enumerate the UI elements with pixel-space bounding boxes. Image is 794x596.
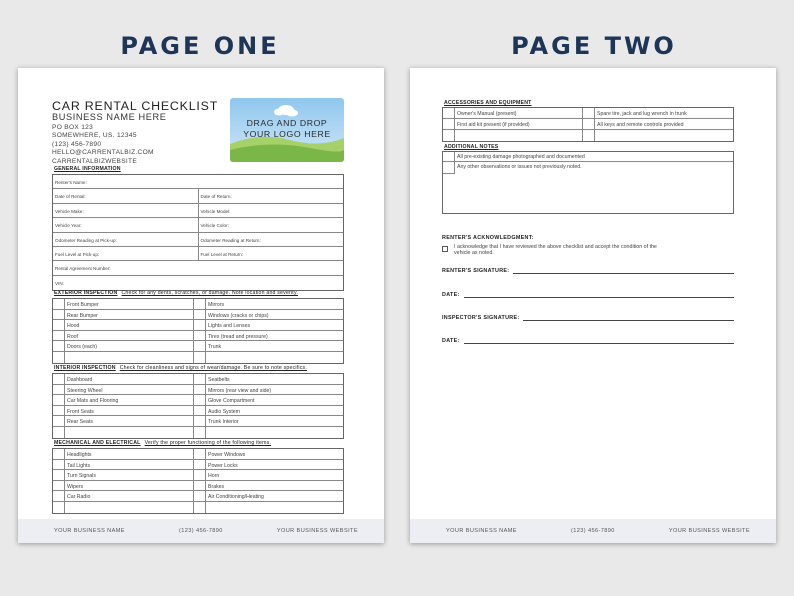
mechanical-electrical-label	[54, 440, 271, 446]
checklist-checkbox[interactable]	[443, 119, 455, 129]
checklist-checkbox[interactable]	[53, 374, 65, 384]
logo-placeholder[interactable]	[230, 98, 344, 162]
checklist-checkbox[interactable]	[194, 352, 206, 363]
contact-city: SOMEWHERE, US. 12345	[52, 132, 137, 140]
checklist-row	[53, 416, 343, 427]
inspector-signature-field[interactable]	[442, 315, 734, 321]
general-info-row	[53, 276, 343, 290]
checklist-item: Power Windows	[208, 452, 246, 458]
renter-signature-label: RENTER'S SIGNATURE:	[442, 268, 510, 274]
general-info-field[interactable]: Vehicle Color:	[198, 218, 344, 231]
checklist-checkbox[interactable]	[194, 395, 206, 405]
page-two-heading: PAGE TWO	[511, 32, 677, 60]
inspector-date-line[interactable]	[464, 338, 734, 344]
checklist-item	[206, 352, 343, 363]
general-info-row	[53, 247, 343, 261]
checklist-item: Glove Compartment	[208, 398, 255, 405]
accessories-table	[442, 107, 734, 142]
renter-date-field[interactable]	[442, 292, 734, 298]
checklist-item: Spare tire, jack and lug wrench in trunk	[597, 111, 687, 117]
general-info-field[interactable]: Rental Agreement Number:	[55, 266, 111, 272]
checklist-row	[443, 108, 733, 119]
checklist-item: Lights and Lenses	[208, 323, 251, 330]
page-one-footer	[18, 519, 384, 543]
renter-date-label: DATE:	[442, 292, 460, 298]
checklist-checkbox[interactable]	[194, 481, 206, 491]
checklist-checkbox[interactable]	[194, 320, 206, 330]
checklist-row	[53, 331, 343, 342]
checklist-item: Trunk	[208, 344, 222, 351]
notes-checkbox[interactable]	[443, 162, 455, 174]
contact-website: CARRENTALBIZWEBSITE	[52, 157, 138, 165]
checklist-item: Doors (each)	[65, 341, 194, 351]
checklist-item: Windows (cracks or chips)	[208, 312, 269, 319]
checklist-row	[53, 341, 343, 352]
checklist-item	[206, 427, 343, 438]
checklist-checkbox[interactable]	[194, 385, 206, 395]
general-info-row	[53, 175, 343, 189]
checklist-item	[595, 130, 733, 141]
acknowledgment-label: RENTER'S ACKNOWLEDGMENT:	[442, 235, 534, 241]
footer-business-name: YOUR BUSINESS NAME	[54, 528, 125, 534]
general-info-row	[53, 261, 343, 275]
mechanical-electrical-table	[52, 448, 344, 514]
general-info-field[interactable]: Vehicle Model:	[198, 204, 344, 217]
checklist-item: Front Seats	[65, 406, 194, 416]
checklist-row	[443, 130, 733, 141]
checklist-row	[53, 299, 343, 310]
checklist-checkbox[interactable]	[194, 491, 206, 501]
checklist-checkbox[interactable]	[53, 449, 65, 459]
checklist-checkbox[interactable]	[53, 406, 65, 416]
footer-website: YOUR BUSINESS WEBSITE	[276, 528, 358, 534]
exterior-inspection-label	[54, 290, 298, 296]
interior-inspection-table	[52, 373, 344, 439]
checklist-row	[53, 470, 343, 481]
general-info-field[interactable]: Vehicle Make:	[55, 208, 84, 214]
inspector-date-field[interactable]	[442, 338, 734, 344]
checklist-checkbox[interactable]	[194, 341, 206, 351]
page-two-footer	[410, 519, 776, 543]
interior-inspection-note: Check for cleanliness and signs of wear/damage. Be sure to note specifics.	[119, 365, 307, 371]
checklist-item: Audio System	[208, 408, 241, 415]
checklist-checkbox[interactable]	[443, 130, 455, 141]
checklist-row	[53, 449, 343, 460]
footer-phone: (123) 456-7890	[178, 528, 223, 534]
checklist-item: All keys and remote controls provided	[597, 122, 684, 128]
checklist-checkbox[interactable]	[53, 352, 65, 363]
document-title: CAR RENTAL CHECKLIST	[52, 99, 219, 113]
mechanical-electrical-title: MECHANICAL AND ELECTRICAL	[54, 440, 141, 446]
accessories-label: ACCESSORIES AND EQUIPMENT	[444, 100, 532, 106]
general-info-field[interactable]: Date of Rental:	[55, 194, 86, 200]
inspector-date-label: DATE:	[442, 338, 460, 344]
checklist-row	[53, 374, 343, 385]
interior-inspection-label	[54, 365, 307, 371]
notes-checkbox[interactable]	[443, 152, 455, 161]
checklist-item	[455, 130, 583, 141]
checklist-row	[53, 310, 343, 321]
additional-notes-table	[442, 151, 734, 214]
checklist-item: Power Locks	[208, 462, 238, 469]
checklist-checkbox[interactable]	[194, 406, 206, 416]
notes-row	[443, 152, 733, 162]
checklist-checkbox[interactable]	[53, 502, 65, 513]
checklist-item: Tail Lights	[65, 460, 194, 470]
general-info-row	[53, 189, 343, 203]
contact-block	[52, 124, 154, 166]
general-info-field[interactable]: Renter's Name:	[55, 180, 87, 185]
contact-email: HELLO@CARRENTALBIZ.COM	[52, 149, 154, 157]
general-info-field[interactable]: Date of Return:	[198, 189, 344, 202]
checklist-item: Hood	[65, 320, 194, 330]
checklist-item: Car Radio	[65, 491, 194, 501]
checklist-item: Turn Signals	[65, 470, 194, 480]
checklist-item: Tires (tread and pressure)	[208, 333, 268, 340]
checklist-checkbox[interactable]	[53, 385, 65, 395]
general-info-field[interactable]: Vehicle Year:	[55, 223, 82, 229]
inspector-signature-line[interactable]	[523, 315, 734, 321]
logo-text-line-2: YOUR LOGO HERE	[243, 129, 331, 139]
logo-text-line-1: DRAG AND DROP	[246, 118, 328, 128]
business-name: BUSINESS NAME HERE	[52, 112, 167, 122]
general-info-field[interactable]: Odometer Reading at Pick-up:	[55, 237, 117, 243]
checklist-item: Mirrors (rear view and side)	[208, 387, 272, 394]
interior-inspection-title: INTERIOR INSPECTION	[54, 365, 116, 371]
renter-signature-line[interactable]	[513, 268, 734, 274]
checklist-checkbox[interactable]	[194, 310, 206, 320]
checklist-checkbox[interactable]	[53, 341, 65, 351]
contact-phone: (123) 456-7890	[52, 140, 102, 148]
checklist-item: Steering Wheel	[65, 385, 194, 395]
page-one-heading: PAGE ONE	[120, 32, 280, 60]
inspector-signature-label: INSPECTOR'S SIGNATURE:	[442, 315, 520, 321]
checklist-row	[53, 491, 343, 502]
exterior-inspection-title: EXTERIOR INSPECTION	[54, 290, 118, 296]
checklist-item	[65, 352, 194, 363]
checklist-row	[53, 395, 343, 406]
checklist-checkbox[interactable]	[53, 395, 65, 405]
general-info-table	[52, 174, 344, 291]
general-info-row	[53, 218, 343, 232]
checklist-row	[53, 320, 343, 331]
checklist-row	[53, 385, 343, 396]
contact-address: PO BOX 123	[52, 124, 94, 131]
notes-row	[443, 162, 733, 213]
checklist-checkbox[interactable]	[583, 130, 595, 141]
general-info-field[interactable]: Odometer Reading at Return:	[198, 233, 344, 246]
checklist-checkbox[interactable]	[53, 491, 65, 501]
checklist-checkbox[interactable]	[194, 502, 206, 513]
general-info-field[interactable]: Fuel Level at Pick-up:	[55, 251, 100, 257]
checklist-row	[53, 352, 343, 363]
footer-website: YOUR BUSINESS WEBSITE	[668, 528, 750, 534]
checklist-item: Horn	[208, 473, 220, 480]
checklist-item	[206, 502, 343, 513]
checklist-checkbox[interactable]	[583, 119, 595, 129]
checklist-item: Brakes	[208, 483, 225, 490]
acknowledgment-checkbox[interactable]	[442, 246, 448, 252]
checklist-checkbox[interactable]	[53, 470, 65, 480]
additional-notes-label: ADDITIONAL NOTES	[444, 144, 499, 150]
general-info-row	[53, 204, 343, 218]
general-info-row	[53, 233, 343, 247]
checklist-item: Trunk Interior	[208, 419, 239, 426]
renter-date-line[interactable]	[464, 292, 734, 298]
checklist-checkbox[interactable]	[53, 427, 65, 438]
checklist-item: Rear Bumper	[65, 310, 194, 320]
checklist-item: Dashboard	[65, 374, 194, 384]
checklist-item: Rear Seats	[65, 416, 194, 426]
checklist-row	[53, 460, 343, 471]
checklist-item	[65, 502, 194, 513]
checklist-checkbox[interactable]	[194, 449, 206, 459]
checklist-row	[53, 427, 343, 438]
general-info-field[interactable]: VIN:	[55, 280, 64, 286]
notes-line-1: All pre-existing damage photographed and documented	[457, 154, 585, 160]
checklist-item: Front Bumper	[65, 299, 194, 309]
checklist-item	[65, 427, 194, 438]
checklist-checkbox[interactable]	[194, 470, 206, 480]
general-info-label: GENERAL INFORMATION	[54, 166, 121, 172]
checklist-row	[53, 502, 343, 513]
exterior-inspection-note: Check for any dents, scratches, or damage. Note location and severity.	[121, 290, 298, 296]
checklist-item: Seatbelts	[208, 377, 230, 383]
checklist-item: Air Conditioning/Heating	[208, 494, 264, 501]
checklist-item: Car Mats and Flooring	[65, 395, 194, 405]
checklist-row	[443, 119, 733, 130]
page-two	[410, 68, 776, 543]
checklist-checkbox[interactable]	[53, 481, 65, 491]
checklist-checkbox[interactable]	[53, 460, 65, 470]
checklist-item: Headlights	[65, 449, 194, 459]
renter-signature-field[interactable]	[442, 268, 734, 274]
checklist-checkbox[interactable]	[194, 331, 206, 341]
exterior-inspection-table	[52, 298, 344, 364]
general-info-field[interactable]: Fuel Level at Return:	[198, 247, 344, 260]
checklist-checkbox[interactable]	[194, 299, 206, 309]
checklist-checkbox[interactable]	[53, 320, 65, 330]
checklist-item: Mirrors	[208, 302, 225, 308]
checklist-item: First aid kit present (if provided)	[455, 119, 583, 129]
checklist-checkbox[interactable]	[194, 460, 206, 470]
checklist-checkbox[interactable]	[53, 310, 65, 320]
checklist-checkbox[interactable]	[194, 374, 206, 384]
checklist-checkbox[interactable]	[194, 427, 206, 438]
footer-business-name: YOUR BUSINESS NAME	[446, 528, 517, 534]
checklist-item: Wipers	[65, 481, 194, 491]
checklist-checkbox[interactable]	[53, 299, 65, 309]
notes-line-2[interactable]: Any other observations or issues not previously noted.	[457, 164, 582, 170]
checklist-checkbox[interactable]	[443, 108, 455, 118]
footer-phone: (123) 456-7890	[570, 528, 615, 534]
logo-text	[230, 118, 344, 140]
page-one	[18, 68, 384, 543]
checklist-checkbox[interactable]	[583, 108, 595, 118]
checklist-item: Owner's Manual (present)	[455, 108, 583, 118]
checklist-checkbox[interactable]	[194, 416, 206, 426]
acknowledgment-text: I acknowledge that I have reviewed the above checklist and accept the condition of the vehicle as noted.	[454, 244, 657, 257]
checklist-checkbox[interactable]	[53, 331, 65, 341]
checklist-item: Roof	[65, 331, 194, 341]
checklist-row	[53, 481, 343, 492]
checklist-checkbox[interactable]	[53, 416, 65, 426]
mechanical-electrical-note: Verify the proper functioning of the following items.	[144, 440, 272, 446]
checklist-row	[53, 406, 343, 417]
